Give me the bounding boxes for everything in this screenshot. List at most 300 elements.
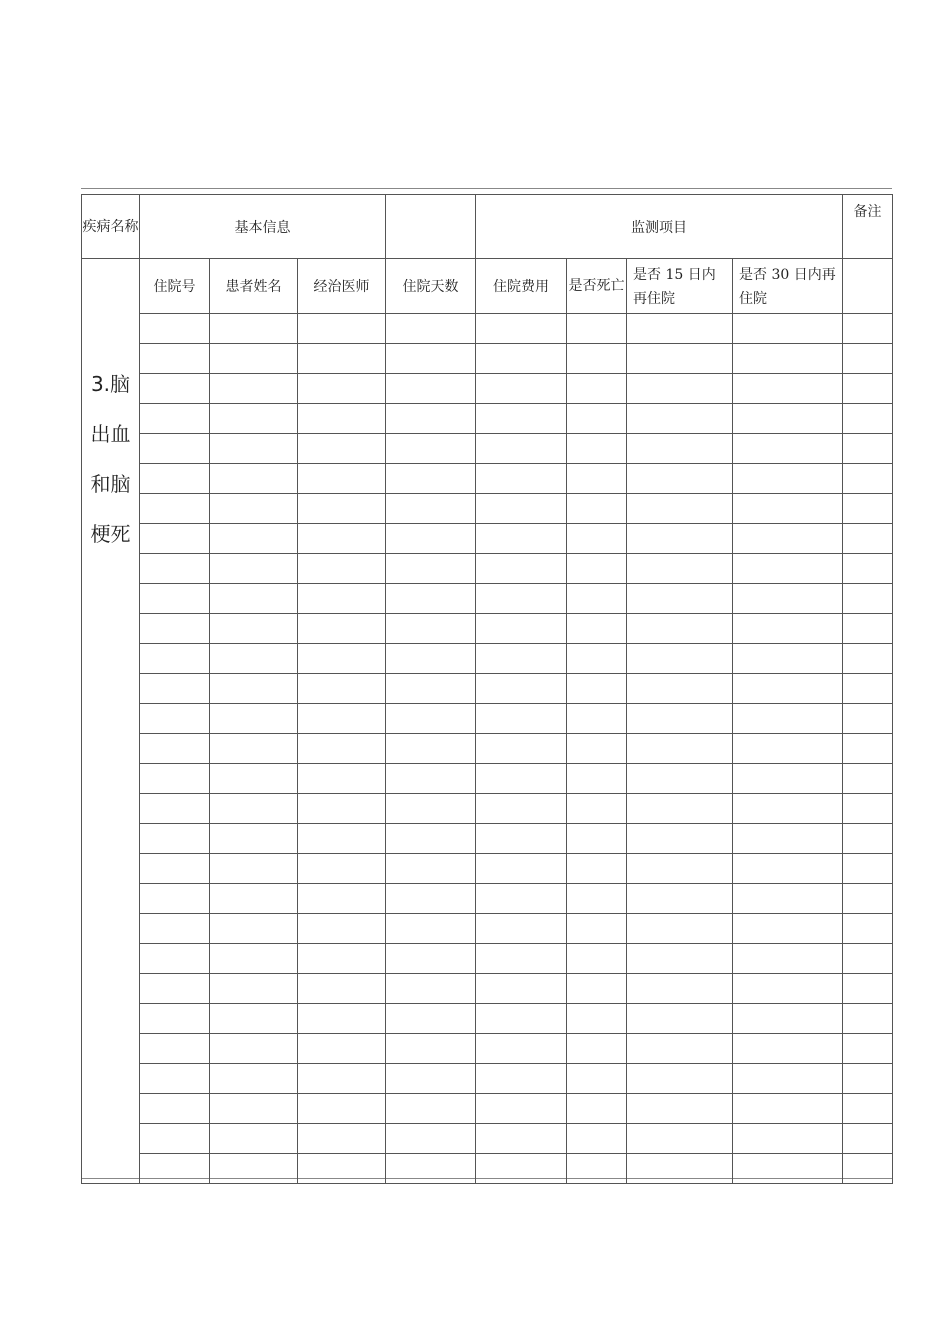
entry-cell[interactable]: [210, 404, 298, 434]
entry-cell[interactable]: [627, 974, 733, 1004]
entry-cell[interactable]: [567, 974, 627, 1004]
header-blank-cell: [386, 195, 476, 259]
table-row: [82, 614, 893, 644]
entry-cell[interactable]: [843, 344, 893, 374]
entry-cell[interactable]: [843, 314, 893, 344]
entry-cell[interactable]: [733, 914, 843, 944]
entry-cell[interactable]: [733, 614, 843, 644]
entry-cell[interactable]: [843, 614, 893, 644]
entry-cell[interactable]: [843, 1004, 893, 1034]
table-row: [82, 704, 893, 734]
entry-cell[interactable]: [843, 794, 893, 824]
col-readmit-30: 是否 30 日内再住院: [733, 259, 843, 314]
entry-cell[interactable]: [386, 674, 476, 704]
entry-cell[interactable]: [627, 1124, 733, 1154]
entry-cell[interactable]: [627, 434, 733, 464]
entry-cell[interactable]: [210, 464, 298, 494]
entry-cell[interactable]: [476, 314, 567, 344]
entry-cell[interactable]: [476, 344, 567, 374]
col-death: 是否死亡: [567, 259, 627, 314]
entry-cell[interactable]: [386, 974, 476, 1004]
entry-cell[interactable]: [733, 404, 843, 434]
table-row: [82, 974, 893, 1004]
table-row: [82, 1004, 893, 1034]
table-row: [82, 464, 893, 494]
entry-cell[interactable]: [298, 1154, 386, 1184]
entry-cell[interactable]: [140, 764, 210, 794]
entry-cell[interactable]: [140, 644, 210, 674]
entry-cell[interactable]: [733, 1034, 843, 1064]
entry-cell[interactable]: [567, 854, 627, 884]
entry-cell[interactable]: [627, 344, 733, 374]
entry-cell[interactable]: [386, 524, 476, 554]
entry-cell[interactable]: [140, 314, 210, 344]
entry-cell[interactable]: [733, 704, 843, 734]
entry-cell[interactable]: [733, 524, 843, 554]
table-row: [82, 854, 893, 884]
entry-cell[interactable]: [733, 314, 843, 344]
entry-cell[interactable]: [140, 824, 210, 854]
entry-cell[interactable]: [843, 764, 893, 794]
header-row-1: [82, 195, 893, 259]
disease-cell: [82, 259, 140, 1184]
entry-cell[interactable]: [140, 584, 210, 614]
entry-cell[interactable]: [627, 794, 733, 824]
entry-cell[interactable]: [298, 854, 386, 884]
entry-cell[interactable]: [476, 374, 567, 404]
entry-cell[interactable]: [627, 914, 733, 944]
entry-cell[interactable]: [567, 494, 627, 524]
entry-cell[interactable]: [386, 314, 476, 344]
entry-cell[interactable]: [567, 1004, 627, 1034]
entry-cell[interactable]: [210, 734, 298, 764]
entry-cell[interactable]: [733, 554, 843, 584]
entry-cell[interactable]: [567, 764, 627, 794]
entry-cell[interactable]: [476, 1124, 567, 1154]
entry-cell[interactable]: [476, 404, 567, 434]
entry-cell[interactable]: [210, 704, 298, 734]
entry-cell[interactable]: [210, 1154, 298, 1184]
entry-cell[interactable]: [210, 314, 298, 344]
entry-cell[interactable]: [210, 764, 298, 794]
entry-cell[interactable]: [386, 884, 476, 914]
entry-cell[interactable]: [140, 974, 210, 1004]
entry-cell[interactable]: [210, 1094, 298, 1124]
entry-cell[interactable]: [843, 1064, 893, 1094]
entry-cell[interactable]: [140, 794, 210, 824]
entry-cell[interactable]: [298, 644, 386, 674]
entry-cell[interactable]: [140, 914, 210, 944]
entry-cell[interactable]: [843, 464, 893, 494]
col-readmit-15: 是否 15 日内再住院: [627, 259, 733, 314]
entry-cell[interactable]: [140, 1094, 210, 1124]
entry-cell[interactable]: [386, 854, 476, 884]
entry-cell[interactable]: [298, 1124, 386, 1154]
entry-cell[interactable]: [476, 1004, 567, 1034]
entry-cell[interactable]: [733, 344, 843, 374]
entry-cell[interactable]: [298, 1034, 386, 1064]
entry-cell[interactable]: [298, 314, 386, 344]
entry-cell[interactable]: [567, 1124, 627, 1154]
table-row: [82, 374, 893, 404]
entry-cell[interactable]: [386, 914, 476, 944]
entry-cell[interactable]: [476, 764, 567, 794]
remarks-header: 备注: [843, 195, 893, 259]
entry-cell[interactable]: [843, 734, 893, 764]
table-row: [82, 764, 893, 794]
entry-cell[interactable]: [567, 554, 627, 584]
entry-cell[interactable]: [567, 464, 627, 494]
entry-cell[interactable]: [386, 644, 476, 674]
entry-cell[interactable]: [627, 1094, 733, 1124]
entry-cell[interactable]: [140, 614, 210, 644]
entry-cell[interactable]: [733, 1124, 843, 1154]
entry-cell[interactable]: [386, 614, 476, 644]
entry-cell[interactable]: [386, 434, 476, 464]
table-row: [82, 794, 893, 824]
entry-cell[interactable]: [298, 524, 386, 554]
entry-cell[interactable]: [567, 344, 627, 374]
entry-cell[interactable]: [140, 854, 210, 884]
entry-cell[interactable]: [627, 614, 733, 644]
entry-cell[interactable]: [627, 1004, 733, 1034]
entry-cell[interactable]: [386, 494, 476, 524]
disease-name-header: 疾病名称: [82, 195, 140, 259]
entry-cell[interactable]: [386, 1094, 476, 1124]
entry-cell[interactable]: [733, 1064, 843, 1094]
entry-cell[interactable]: [210, 374, 298, 404]
table-row: [82, 434, 893, 464]
top-rule: [81, 188, 892, 189]
entry-cell[interactable]: [627, 1064, 733, 1094]
entry-cell[interactable]: [298, 1094, 386, 1124]
entry-cell[interactable]: [386, 824, 476, 854]
entry-cell[interactable]: [567, 794, 627, 824]
entry-cell[interactable]: [386, 1124, 476, 1154]
entry-cell[interactable]: [298, 674, 386, 704]
entry-cell[interactable]: [298, 1064, 386, 1094]
entry-cell[interactable]: [298, 764, 386, 794]
monitoring-form-table: [81, 194, 893, 1184]
entry-cell[interactable]: [567, 884, 627, 914]
entry-cell[interactable]: [567, 674, 627, 704]
entry-cell[interactable]: [627, 674, 733, 704]
table-row: [82, 734, 893, 764]
entry-cell[interactable]: [298, 374, 386, 404]
entry-cell[interactable]: [298, 464, 386, 494]
entry-cell[interactable]: [567, 914, 627, 944]
entry-cell[interactable]: [386, 1004, 476, 1034]
entry-cell[interactable]: [210, 854, 298, 884]
entry-cell[interactable]: [627, 584, 733, 614]
entry-cell[interactable]: [733, 434, 843, 464]
entry-cell[interactable]: [386, 764, 476, 794]
entry-cell[interactable]: [210, 1124, 298, 1154]
entry-cell[interactable]: [476, 614, 567, 644]
entry-cell[interactable]: [140, 494, 210, 524]
entry-cell[interactable]: [386, 734, 476, 764]
entry-cell[interactable]: [733, 794, 843, 824]
entry-cell[interactable]: [476, 1094, 567, 1124]
entry-cell[interactable]: [567, 944, 627, 974]
entry-cell[interactable]: [733, 854, 843, 884]
entry-cell[interactable]: [140, 374, 210, 404]
entry-cell[interactable]: [298, 494, 386, 524]
entry-cell[interactable]: [476, 674, 567, 704]
entry-cell[interactable]: [627, 1034, 733, 1064]
entry-cell[interactable]: [476, 1154, 567, 1184]
table-row: [82, 404, 893, 434]
entry-cell[interactable]: [386, 944, 476, 974]
entry-cell[interactable]: [843, 704, 893, 734]
entry-cell[interactable]: [627, 644, 733, 674]
entry-cell[interactable]: [386, 1034, 476, 1064]
col-patient-name: 患者姓名: [210, 259, 298, 314]
table-row: [82, 554, 893, 584]
entry-cell[interactable]: [843, 494, 893, 524]
entry-cell[interactable]: [476, 974, 567, 1004]
entry-cell[interactable]: [476, 464, 567, 494]
entry-cell[interactable]: [140, 554, 210, 584]
entry-cell[interactable]: [210, 1064, 298, 1094]
entry-cell[interactable]: [733, 584, 843, 614]
entry-cell[interactable]: [210, 554, 298, 584]
entry-cell[interactable]: [210, 584, 298, 614]
entry-cell[interactable]: [627, 374, 733, 404]
entry-cell[interactable]: [210, 524, 298, 554]
entry-cell[interactable]: [567, 434, 627, 464]
entry-cell[interactable]: [567, 374, 627, 404]
entry-cell[interactable]: [298, 704, 386, 734]
entry-cell[interactable]: [733, 734, 843, 764]
entry-cell[interactable]: [210, 434, 298, 464]
entry-cell[interactable]: [298, 614, 386, 644]
entry-cell[interactable]: [476, 584, 567, 614]
entry-cell[interactable]: [298, 824, 386, 854]
entry-cell[interactable]: [386, 404, 476, 434]
entry-cell[interactable]: [476, 914, 567, 944]
entry-cell[interactable]: [476, 644, 567, 674]
entry-cell[interactable]: [567, 524, 627, 554]
entry-cell[interactable]: [843, 944, 893, 974]
entry-cell[interactable]: [298, 794, 386, 824]
table-row: [82, 674, 893, 704]
entry-cell[interactable]: [843, 1094, 893, 1124]
entry-cell[interactable]: [140, 524, 210, 554]
table-row: [82, 494, 893, 524]
entry-cell[interactable]: [567, 734, 627, 764]
entry-cell[interactable]: [627, 554, 733, 584]
entry-cell[interactable]: [733, 494, 843, 524]
entry-cell[interactable]: [476, 704, 567, 734]
entry-cell[interactable]: [476, 494, 567, 524]
entry-cell[interactable]: [210, 794, 298, 824]
entry-cell[interactable]: [210, 974, 298, 1004]
entry-cell[interactable]: [210, 644, 298, 674]
entry-cell[interactable]: [733, 884, 843, 914]
entry-cell[interactable]: [386, 344, 476, 374]
entry-cell[interactable]: [627, 494, 733, 524]
entry-cell[interactable]: [843, 1124, 893, 1154]
entry-cell[interactable]: [210, 1004, 298, 1034]
entry-cell[interactable]: [476, 854, 567, 884]
entry-cell[interactable]: [627, 884, 733, 914]
entry-cell[interactable]: [627, 1154, 733, 1184]
entry-cell[interactable]: [627, 464, 733, 494]
entry-cell[interactable]: [476, 734, 567, 764]
entry-cell[interactable]: [476, 554, 567, 584]
entry-cell[interactable]: [298, 734, 386, 764]
entry-cell[interactable]: [210, 824, 298, 854]
entry-cell[interactable]: [627, 854, 733, 884]
entry-cell[interactable]: [140, 884, 210, 914]
entry-cell[interactable]: [476, 944, 567, 974]
entry-cell[interactable]: [567, 1064, 627, 1094]
entry-cell[interactable]: [476, 1034, 567, 1064]
entry-cell[interactable]: [298, 344, 386, 374]
entry-cell[interactable]: [386, 374, 476, 404]
entry-cell[interactable]: [210, 944, 298, 974]
entry-cell[interactable]: [298, 1004, 386, 1034]
table-row: [82, 1064, 893, 1094]
monitoring-header: 监测项目: [476, 195, 843, 259]
entry-cell[interactable]: [567, 1094, 627, 1124]
entry-cell[interactable]: [140, 1154, 210, 1184]
entry-cell[interactable]: [210, 674, 298, 704]
entry-cell[interactable]: [843, 1034, 893, 1064]
entry-cell[interactable]: [476, 1064, 567, 1094]
entry-cell[interactable]: [298, 974, 386, 1004]
entry-cell[interactable]: [386, 464, 476, 494]
entry-cell[interactable]: [733, 824, 843, 854]
entry-cell[interactable]: [567, 584, 627, 614]
entry-cell[interactable]: [843, 914, 893, 944]
entry-cell[interactable]: [733, 644, 843, 674]
entry-cell[interactable]: [140, 674, 210, 704]
entry-cell[interactable]: [386, 584, 476, 614]
entry-cell[interactable]: [843, 974, 893, 1004]
entry-cell[interactable]: [386, 704, 476, 734]
entry-cell[interactable]: [210, 884, 298, 914]
entry-cell[interactable]: [140, 344, 210, 374]
entry-cell[interactable]: [843, 584, 893, 614]
entry-cell[interactable]: [567, 614, 627, 644]
entry-cell[interactable]: [476, 824, 567, 854]
entry-cell[interactable]: [386, 554, 476, 584]
entry-cell[interactable]: [140, 404, 210, 434]
entry-cell[interactable]: [567, 704, 627, 734]
entry-cell[interactable]: [843, 524, 893, 554]
table-row: [82, 314, 893, 344]
entry-cell[interactable]: [843, 434, 893, 464]
entry-cell[interactable]: [843, 644, 893, 674]
entry-cell[interactable]: [733, 674, 843, 704]
header-row-2: [82, 259, 893, 314]
entry-cell[interactable]: [210, 344, 298, 374]
entry-cell[interactable]: [140, 1124, 210, 1154]
entry-cell[interactable]: [627, 734, 733, 764]
entry-cell[interactable]: [843, 854, 893, 884]
table-row: [82, 1034, 893, 1064]
entry-cell[interactable]: [843, 404, 893, 434]
entry-cell[interactable]: [627, 704, 733, 734]
table-row: [82, 824, 893, 854]
entry-cell[interactable]: [298, 434, 386, 464]
entry-cell[interactable]: [843, 1154, 893, 1184]
col-attending-doctor: 经治医师: [298, 259, 386, 314]
col-stay-days: 住院天数: [386, 259, 476, 314]
entry-cell[interactable]: [627, 314, 733, 344]
entry-cell[interactable]: [386, 1064, 476, 1094]
entry-cell[interactable]: [298, 584, 386, 614]
entry-cell[interactable]: [733, 1094, 843, 1124]
entry-cell[interactable]: [733, 1004, 843, 1034]
entry-cell[interactable]: [140, 1004, 210, 1034]
entry-cell[interactable]: [298, 944, 386, 974]
entry-cell[interactable]: [843, 674, 893, 704]
entry-cell[interactable]: [627, 764, 733, 794]
col-remarks: [843, 259, 893, 314]
entry-cell[interactable]: [733, 1154, 843, 1184]
col-admission-no: 住院号: [140, 259, 210, 314]
entry-cell[interactable]: [140, 1064, 210, 1094]
entry-cell[interactable]: [298, 404, 386, 434]
entry-cell[interactable]: [476, 524, 567, 554]
entry-cell[interactable]: [210, 1034, 298, 1064]
entry-cell[interactable]: [567, 824, 627, 854]
entry-cell[interactable]: [140, 1034, 210, 1064]
entry-cell[interactable]: [843, 824, 893, 854]
entry-cell[interactable]: [140, 704, 210, 734]
entry-cell[interactable]: [140, 434, 210, 464]
entry-cell[interactable]: [210, 614, 298, 644]
entry-cell[interactable]: [386, 1154, 476, 1184]
entry-cell[interactable]: [210, 914, 298, 944]
entry-cell[interactable]: [210, 494, 298, 524]
entry-cell[interactable]: [140, 944, 210, 974]
entry-cell[interactable]: [140, 734, 210, 764]
table-row: [82, 524, 893, 554]
entry-cell[interactable]: [298, 554, 386, 584]
entry-cell[interactable]: [567, 1034, 627, 1064]
entry-cell[interactable]: [843, 374, 893, 404]
entry-cell[interactable]: [627, 824, 733, 854]
entry-cell[interactable]: [733, 464, 843, 494]
entry-cell[interactable]: [298, 884, 386, 914]
table-row: [82, 644, 893, 674]
table-row: [82, 914, 893, 944]
entry-cell[interactable]: [733, 944, 843, 974]
entry-cell[interactable]: [627, 944, 733, 974]
entry-cell[interactable]: [476, 434, 567, 464]
entry-cell[interactable]: [843, 884, 893, 914]
entry-cell[interactable]: [567, 314, 627, 344]
entry-cell[interactable]: [627, 404, 733, 434]
entry-cell[interactable]: [476, 794, 567, 824]
entry-cell[interactable]: [843, 554, 893, 584]
entry-cell[interactable]: [627, 524, 733, 554]
entry-cell[interactable]: [567, 404, 627, 434]
entry-cell[interactable]: [476, 884, 567, 914]
entry-cell[interactable]: [386, 794, 476, 824]
entry-cell[interactable]: [733, 764, 843, 794]
entry-cell[interactable]: [567, 1154, 627, 1184]
entry-cell[interactable]: [140, 464, 210, 494]
entry-cell[interactable]: [567, 644, 627, 674]
entry-cell[interactable]: [298, 914, 386, 944]
entry-cell[interactable]: [733, 374, 843, 404]
entry-cell[interactable]: [733, 974, 843, 1004]
